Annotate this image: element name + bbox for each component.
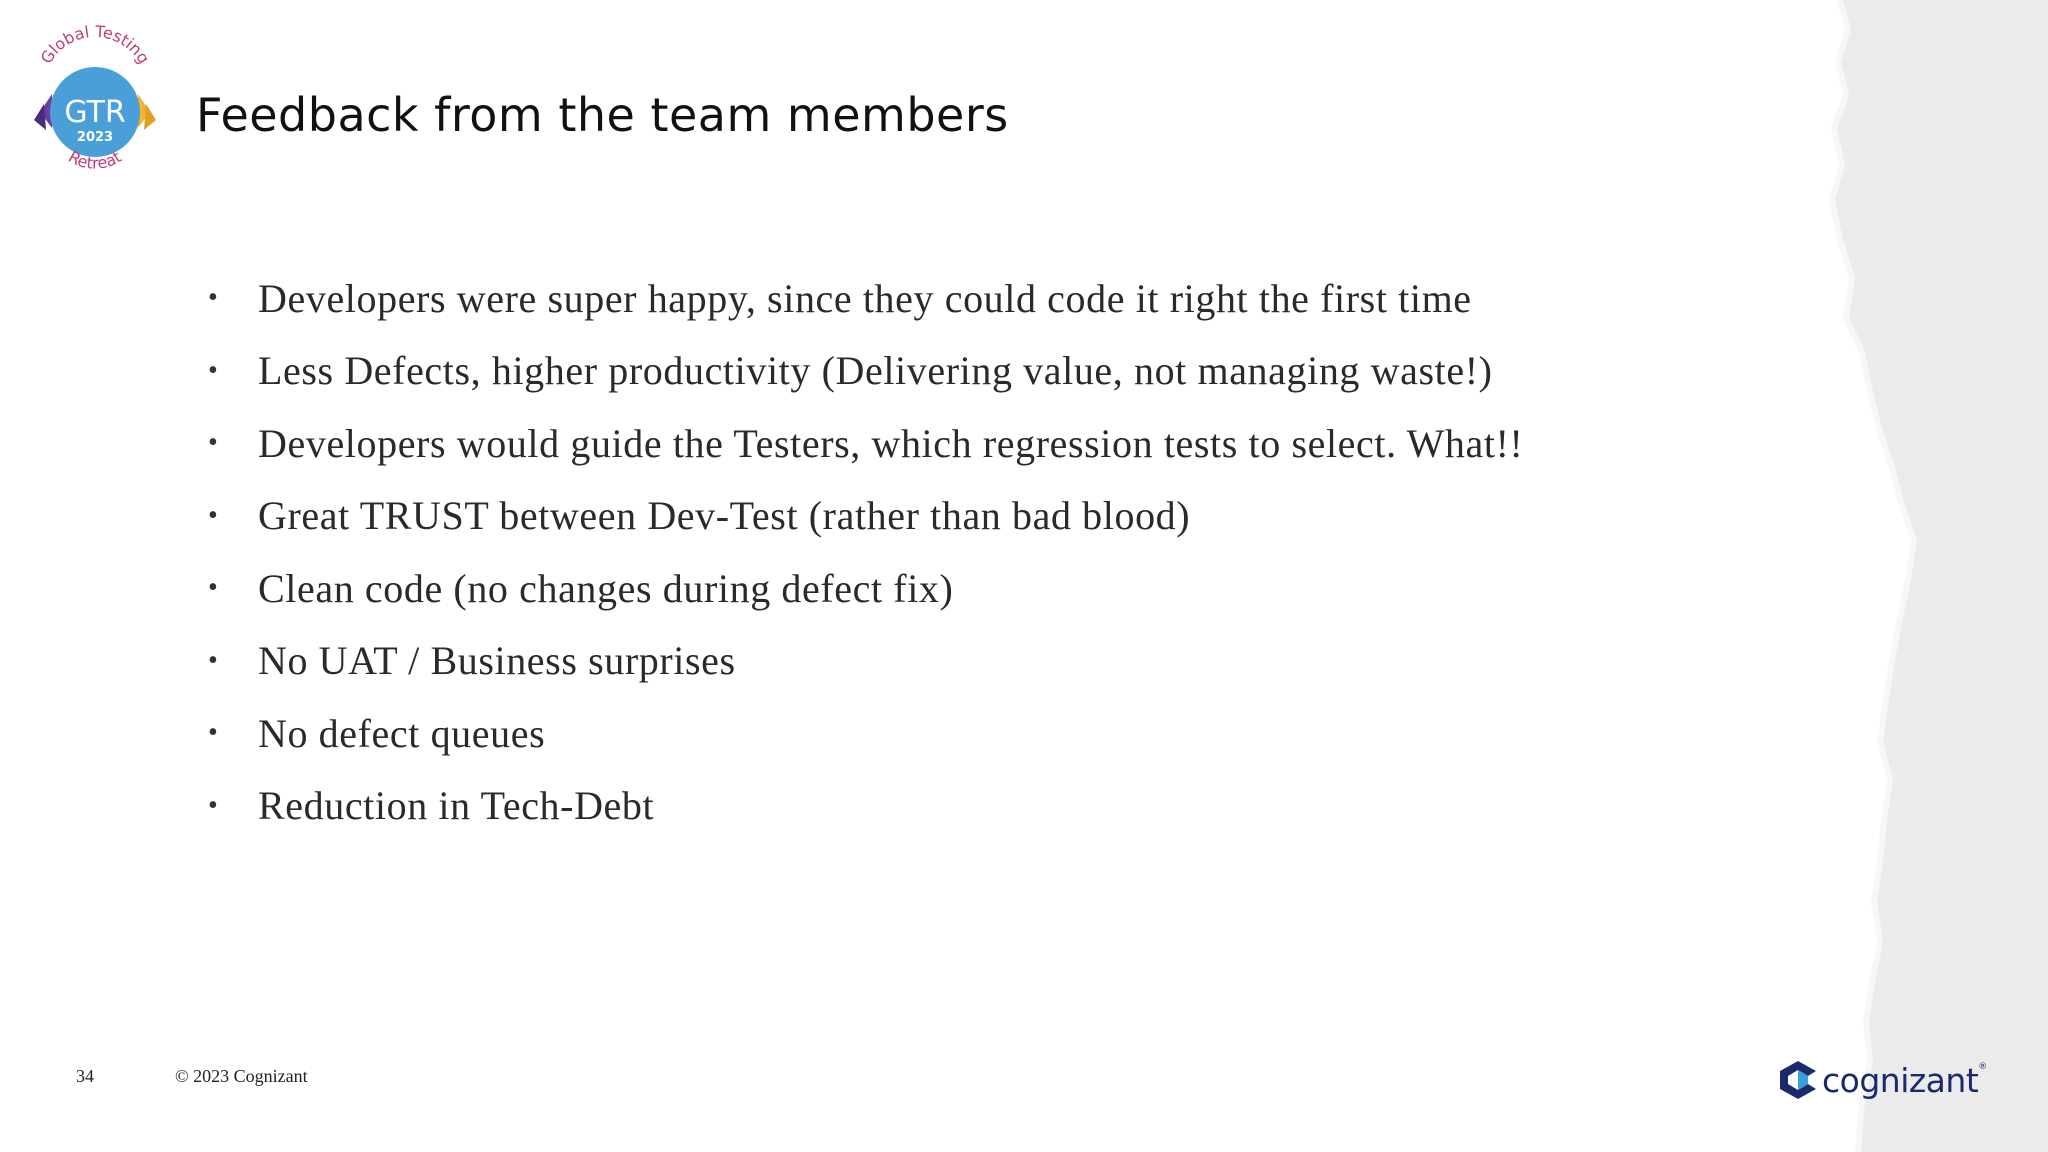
bullet-point-icon: •: [208, 572, 218, 604]
bullet-item: [208, 625, 1523, 698]
copyright-notice: © 2023 Cognizant: [175, 1066, 308, 1086]
brand-name: cognizant: [1822, 1060, 1979, 1100]
bullet-text: Clean code (no changes during defect fix): [258, 565, 954, 611]
bullet-item: [208, 770, 1523, 843]
bullet-text: No UAT / Business surprises: [258, 638, 736, 684]
slide-title: Feedback from the team members: [196, 88, 1009, 142]
bullet-text: Developers would guide the Testers, which regression tests to select. What!!: [258, 420, 1524, 466]
bullet-item: [208, 480, 1523, 553]
bullet-point-icon: •: [208, 644, 218, 676]
bullet-item: [208, 697, 1523, 770]
bullet-text: Great TRUST between Dev-Test (rather than bad blood): [258, 493, 1191, 539]
logo-arc-bottom: Retreat: [65, 147, 125, 169]
cognizant-logo: [1776, 1058, 1987, 1102]
page-number: 34: [76, 1066, 94, 1086]
bullet-point-icon: •: [208, 427, 218, 459]
logo-main-text: GTR: [64, 95, 126, 130]
logo-year: 2023: [76, 130, 114, 145]
bullet-text: Reduction in Tech-Debt: [258, 783, 655, 829]
ribbon-right-back-icon: [144, 104, 156, 130]
bullet-item: [208, 552, 1523, 625]
bullet-point-icon: •: [208, 717, 218, 749]
brand-trademark: ®: [1978, 1062, 1988, 1072]
feedback-bullet-list: [208, 262, 1523, 842]
cognizant-mark-icon: [1776, 1058, 1820, 1102]
ribbon-left-back-icon: [34, 104, 46, 130]
bullet-point-icon: •: [208, 282, 218, 314]
bullet-item: [208, 262, 1523, 335]
bullet-text: No defect queues: [258, 710, 546, 756]
bullet-text: Less Defects, higher productivity (Delivering value, not managing waste!): [258, 348, 1493, 394]
bullet-point-icon: •: [208, 499, 218, 531]
svg-text:Global Testing: [37, 24, 154, 67]
bullet-text: Developers were super happy, since they could code it right the first time: [258, 275, 1472, 321]
logo-arc-top: Global Testing: [36, 24, 154, 68]
bullet-point-icon: •: [208, 789, 218, 821]
bullet-item: [208, 335, 1523, 408]
bullet-item: [208, 407, 1523, 480]
gtr-2023-logo: [30, 24, 160, 169]
bullet-point-icon: •: [208, 354, 218, 386]
